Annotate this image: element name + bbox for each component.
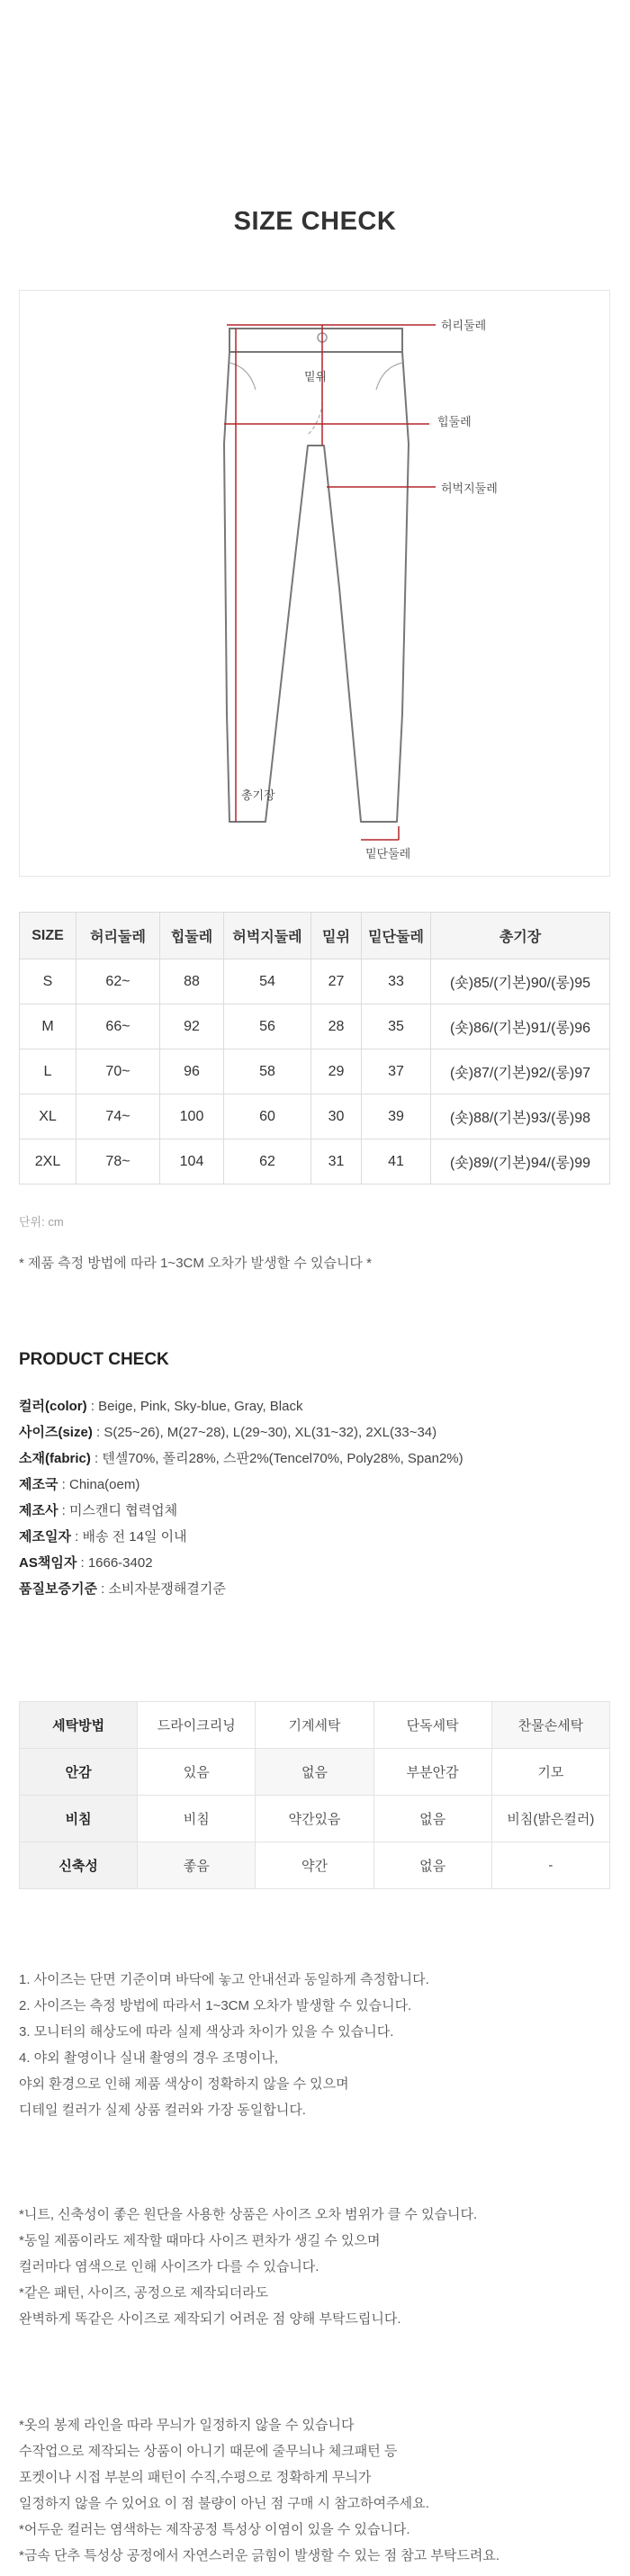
size-cell: S bbox=[20, 959, 76, 1004]
note-line: 완벽하게 똑같은 사이즈로 제작되기 어려운 점 양해 부탁드립니다. bbox=[19, 2311, 401, 2327]
table-cell: 약간 bbox=[256, 1842, 374, 1889]
note-line: *동일 제품이라도 제작할 때마다 사이즈 편차가 생길 수 있으며 bbox=[19, 2233, 381, 2248]
hem-header: 밑단둘레 bbox=[362, 913, 431, 959]
size-check-title: SIZE CHECK bbox=[233, 207, 397, 236]
table-cell: 31 bbox=[311, 1139, 362, 1184]
spec-key: 사이즈(size) bbox=[19, 1425, 93, 1440]
size-table-header bbox=[20, 913, 610, 959]
table-cell: (숏)85/(기본)90/(롱)95 bbox=[431, 959, 610, 1004]
note-line: 야외 환경으로 인해 제품 색상이 정확하지 않을 수 있으며 bbox=[19, 2076, 349, 2092]
length-header: 총기장 bbox=[431, 913, 610, 959]
table-cell: 35 bbox=[362, 1004, 431, 1049]
rise-header: 밑위 bbox=[311, 913, 362, 959]
hem-label: 밑단둘레 bbox=[365, 847, 411, 860]
note-line: 일정하지 않을 수 있어요 이 점 불량이 아닌 점 구매 시 참고하여주세요. bbox=[19, 2496, 429, 2511]
pants-outline-drawing bbox=[20, 291, 611, 878]
table-cell: 29 bbox=[311, 1049, 362, 1094]
spec-value: : S(25~26), M(27~28), L(29~30), XL(31~32), 2XL(33~34) bbox=[92, 1425, 437, 1440]
table-row bbox=[20, 1094, 610, 1139]
fabric-notes bbox=[19, 2202, 477, 2332]
table-cell: 66~ bbox=[76, 1004, 160, 1049]
note-line: 수작업으로 제작되는 상품이 아니기 때문에 줄무늬나 체크패턴 등 bbox=[19, 2444, 398, 2459]
list-item bbox=[19, 1550, 464, 1576]
table-cell: 27 bbox=[311, 959, 362, 1004]
table-cell: - bbox=[491, 1842, 609, 1889]
table-cell: 없음 bbox=[374, 1842, 491, 1889]
table-cell: 41 bbox=[362, 1139, 431, 1184]
note-line: 2. 사이즈는 측정 방법에 따라서 1~3CM 오차가 발생할 수 있습니다. bbox=[19, 1998, 412, 2013]
table-cell: (숏)89/(기본)94/(롱)99 bbox=[431, 1139, 610, 1184]
table-cell: 좋음 bbox=[138, 1842, 256, 1889]
row-header: 비침 bbox=[20, 1796, 138, 1842]
size-cell: L bbox=[20, 1049, 76, 1094]
table-cell: 70~ bbox=[76, 1049, 160, 1094]
table-cell: 비침(밝은컬러) bbox=[491, 1796, 609, 1842]
table-cell: 39 bbox=[362, 1094, 431, 1139]
size-cell: M bbox=[20, 1004, 76, 1049]
hip-header: 힙둘레 bbox=[160, 913, 224, 959]
spec-value: : Beige, Pink, Sky-blue, Gray, Black bbox=[86, 1399, 303, 1414]
note-line: 4. 야외 촬영이나 실내 촬영의 경우 조명이나, bbox=[19, 2050, 279, 2066]
size-table bbox=[19, 912, 610, 1184]
row-header: 신축성 bbox=[20, 1842, 138, 1889]
size-cell: 2XL bbox=[20, 1139, 76, 1184]
table-cell: 부분안감 bbox=[374, 1749, 491, 1796]
table-cell: 30 bbox=[311, 1094, 362, 1139]
spec-value: : 1666-3402 bbox=[76, 1555, 153, 1571]
list-item bbox=[19, 1524, 464, 1550]
table-cell: 78~ bbox=[76, 1139, 160, 1184]
row-header: 세탁방법 bbox=[20, 1702, 138, 1749]
table-cell: 74~ bbox=[76, 1094, 160, 1139]
row-header: 안감 bbox=[20, 1749, 138, 1796]
list-item bbox=[19, 1472, 464, 1498]
list-item bbox=[19, 1419, 464, 1446]
table-cell: 33 bbox=[362, 959, 431, 1004]
note-line: 1. 사이즈는 단면 기준이며 바닥에 놓고 안내선과 동일하게 측정합니다. bbox=[19, 1972, 429, 1987]
note-line: *같은 패턴, 사이즈, 공정으로 제작되더라도 bbox=[19, 2285, 269, 2301]
table-row bbox=[20, 1004, 610, 1049]
table-cell: 28 bbox=[311, 1004, 362, 1049]
measure-note: * 제품 측정 방법에 따라 1~3CM 오차가 발생할 수 있습니다 * bbox=[19, 1256, 372, 1271]
note-line: 컬러마다 염색으로 인해 사이즈가 다를 수 있습니다. bbox=[19, 2259, 320, 2274]
table-cell: 없음 bbox=[256, 1749, 374, 1796]
note-line: 디테일 컬러가 실제 상품 컬러와 가장 동일합니다. bbox=[19, 2103, 306, 2118]
table-row bbox=[20, 1842, 610, 1889]
hip-label: 힙둘레 bbox=[437, 415, 472, 428]
pants-size-diagram bbox=[19, 290, 610, 877]
list-item bbox=[19, 1576, 464, 1602]
table-cell: 드라이크리닝 bbox=[138, 1702, 256, 1749]
note-line: *금속 단추 특성상 공정에서 자연스러운 긁힘이 발생할 수 있는 점 참고 부탁드려요. bbox=[19, 2548, 500, 2563]
table-cell: 92 bbox=[160, 1004, 224, 1049]
thigh-header: 허벅지둘레 bbox=[224, 913, 311, 959]
table-cell: 56 bbox=[224, 1004, 311, 1049]
table-cell: 100 bbox=[160, 1094, 224, 1139]
table-cell: 58 bbox=[224, 1049, 311, 1094]
table-row bbox=[20, 1702, 610, 1749]
table-cell: (숏)88/(기본)93/(롱)98 bbox=[431, 1094, 610, 1139]
spec-value: : China(oem) bbox=[58, 1477, 140, 1492]
pattern-notes bbox=[19, 2412, 500, 2569]
table-cell: 62~ bbox=[76, 959, 160, 1004]
table-cell: 약간있음 bbox=[256, 1796, 374, 1842]
spec-key: AS책임자 bbox=[19, 1555, 77, 1571]
table-row bbox=[20, 1749, 610, 1796]
waistband-shape bbox=[230, 329, 402, 352]
table-cell: 찬물손세탁 bbox=[491, 1702, 609, 1749]
waist-header: 허리둘레 bbox=[76, 913, 160, 959]
product-spec-list bbox=[19, 1393, 464, 1602]
product-check-title: PRODUCT CHECK bbox=[19, 1350, 169, 1369]
table-cell: (숏)87/(기본)92/(롱)97 bbox=[431, 1049, 610, 1094]
table-cell: 60 bbox=[224, 1094, 311, 1139]
size-header: SIZE bbox=[20, 913, 76, 959]
list-item bbox=[19, 1498, 464, 1524]
length-label: 총기장 bbox=[241, 788, 275, 802]
table-cell: 단독세탁 bbox=[374, 1702, 491, 1749]
table-cell: 37 bbox=[362, 1049, 431, 1094]
spec-value: : 텐셀70%, 폴리28%, 스판2%(Tencel70%, Poly28%, Span2%) bbox=[90, 1451, 464, 1466]
size-cell: XL bbox=[20, 1094, 76, 1139]
table-cell: 기모 bbox=[491, 1749, 609, 1796]
spec-key: 소재(fabric) bbox=[19, 1451, 91, 1466]
table-cell: 있음 bbox=[138, 1749, 256, 1796]
table-row bbox=[20, 1049, 610, 1094]
table-cell: 96 bbox=[160, 1049, 224, 1094]
table-cell: 기계세탁 bbox=[256, 1702, 374, 1749]
table-row bbox=[20, 959, 610, 1004]
size-notes bbox=[19, 1967, 429, 2123]
waist-label: 허리둘레 bbox=[441, 319, 487, 332]
list-item bbox=[19, 1446, 464, 1472]
table-cell: 62 bbox=[224, 1139, 311, 1184]
spec-value: : 소비자분쟁해결기준 bbox=[96, 1581, 226, 1597]
spec-key: 제조일자 bbox=[19, 1529, 71, 1545]
spec-key: 제조국 bbox=[19, 1477, 58, 1492]
care-info-table bbox=[19, 1701, 610, 1889]
thigh-label: 허벅지둘레 bbox=[441, 482, 498, 495]
table-cell: 54 bbox=[224, 959, 311, 1004]
spec-key: 제조사 bbox=[19, 1503, 58, 1518]
spec-value: : 미스캔디 협력업체 bbox=[58, 1503, 178, 1518]
table-cell: 없음 bbox=[374, 1796, 491, 1842]
note-line: *옷의 봉제 라인을 따라 무늬가 일정하지 않을 수 있습니다 bbox=[19, 2418, 355, 2433]
table-row bbox=[20, 1139, 610, 1184]
table-row bbox=[20, 1796, 610, 1842]
note-line: *어두운 컬러는 염색하는 제작공정 특성상 이염이 있을 수 있습니다. bbox=[19, 2522, 410, 2537]
note-line: 3. 모니터의 해상도에 따라 실제 색상과 차이가 있을 수 있습니다. bbox=[19, 2024, 394, 2040]
spec-key: 품질보증기준 bbox=[19, 1581, 97, 1597]
spec-value: : 배송 전 14일 이내 bbox=[70, 1529, 187, 1545]
table-cell: 104 bbox=[160, 1139, 224, 1184]
note-line: 포켓이나 시접 부분의 패턴이 수직,수평으로 정확하게 무늬가 bbox=[19, 2470, 372, 2485]
table-cell: 88 bbox=[160, 959, 224, 1004]
list-item bbox=[19, 1393, 464, 1419]
spec-key: 컬러(color) bbox=[19, 1399, 87, 1414]
table-cell: 비침 bbox=[138, 1796, 256, 1842]
table-cell: (숏)86/(기본)91/(롱)96 bbox=[431, 1004, 610, 1049]
rise-label: 밑위 bbox=[304, 370, 328, 383]
unit-note: 단위: cm bbox=[19, 1215, 64, 1229]
note-line: *니트, 신축성이 좋은 원단을 사용한 상품은 사이즈 오차 범위가 클 수 있습니다. bbox=[19, 2207, 478, 2222]
